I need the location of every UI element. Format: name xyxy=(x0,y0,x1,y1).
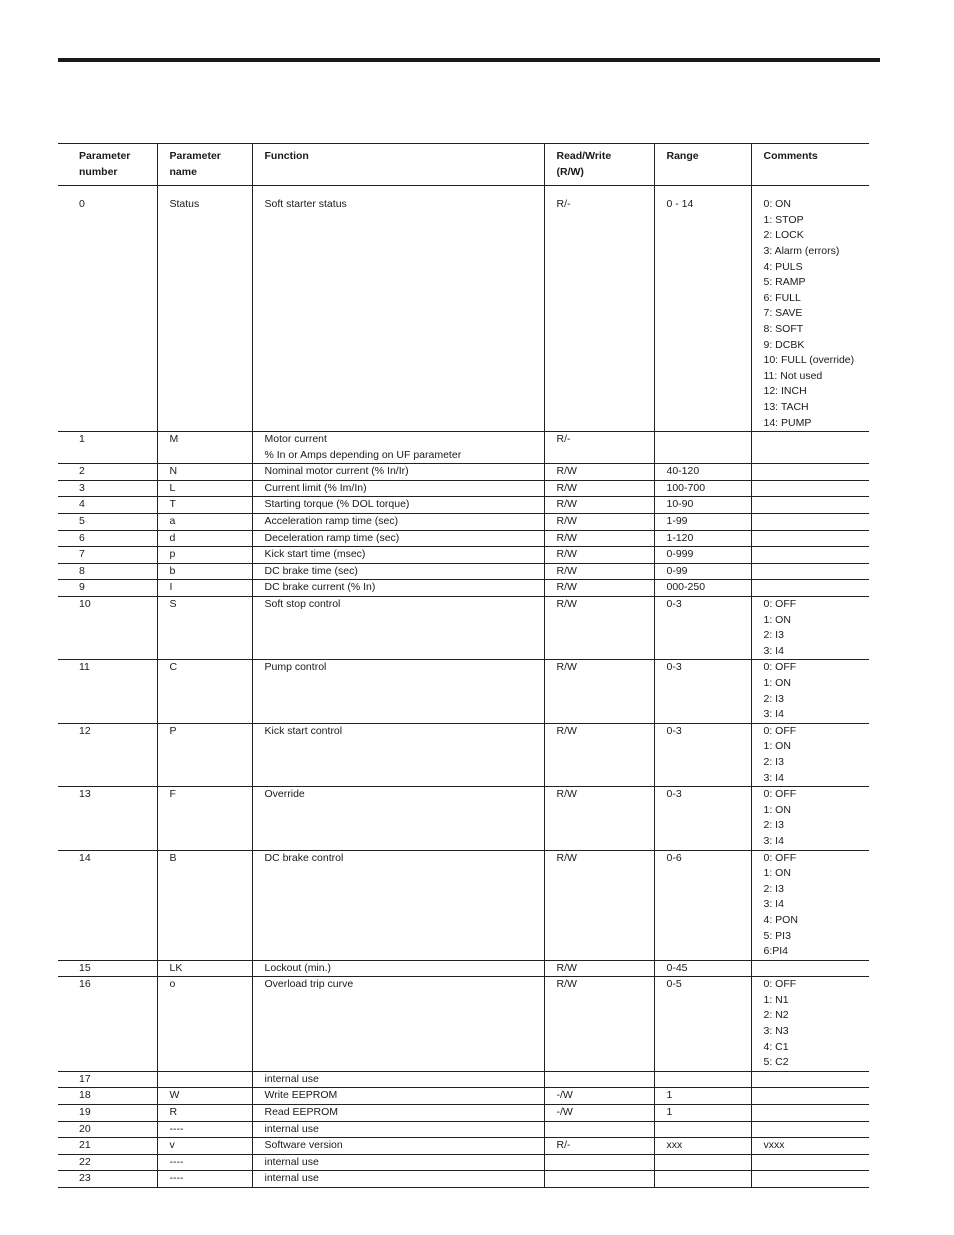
table-row xyxy=(58,186,869,432)
cell-parameter-number: 19 xyxy=(58,1105,157,1122)
cell-comments xyxy=(751,547,869,564)
cell-parameter-name: Status xyxy=(157,186,252,432)
function-line: internal use xyxy=(264,1122,319,1135)
cell-function xyxy=(252,580,544,597)
cell-comments xyxy=(751,1105,869,1122)
function-line: Starting torque (% DOL torque) xyxy=(264,498,410,511)
table-row xyxy=(58,850,869,960)
cell-parameter-name: S xyxy=(157,597,252,660)
cell-range: xxx xyxy=(654,1138,751,1155)
cell-function xyxy=(252,480,544,497)
comment-line: 1: ON xyxy=(763,867,791,880)
cell-comments xyxy=(751,1154,869,1171)
function-line: Overload trip curve xyxy=(264,978,354,991)
table-row xyxy=(58,580,869,597)
header-comments: Comments xyxy=(751,144,869,186)
table-row xyxy=(58,1071,869,1088)
cell-comments xyxy=(751,850,869,960)
cell-function xyxy=(252,514,544,531)
function-line: DC brake time (sec) xyxy=(264,564,358,577)
cell-comments xyxy=(751,1088,869,1105)
cell-read-write: R/W xyxy=(544,580,654,597)
cell-read-write: R/W xyxy=(544,787,654,850)
cell-read-write: R/W xyxy=(544,850,654,960)
comment-line: 2: I3 xyxy=(763,882,784,895)
table-body xyxy=(58,186,869,1188)
cell-parameter-number: 14 xyxy=(58,850,157,960)
cell-comments xyxy=(751,186,869,432)
function-line: Lockout (min.) xyxy=(264,961,332,974)
function-line: Current limit (% Im/In) xyxy=(264,481,367,494)
cell-parameter-number: 7 xyxy=(58,547,157,564)
comment-line: 10: FULL (override) xyxy=(763,354,855,367)
cell-parameter-name: W xyxy=(157,1088,252,1105)
cell-parameter-number: 2 xyxy=(58,464,157,481)
cell-read-write: R/- xyxy=(544,432,654,464)
cell-read-write: R/W xyxy=(544,960,654,977)
cell-range: 0-6 xyxy=(654,850,751,960)
cell-read-write: R/- xyxy=(544,186,654,432)
cell-comments xyxy=(751,497,869,514)
table-row xyxy=(58,1105,869,1122)
table-row xyxy=(58,530,869,547)
cell-read-write: R/W xyxy=(544,464,654,481)
comment-line: 3: N3 xyxy=(763,1025,789,1038)
cell-range xyxy=(654,432,751,464)
table-row xyxy=(58,464,869,481)
comment-line: vxxx xyxy=(763,1139,785,1152)
function-line: Write EEPROM xyxy=(264,1089,338,1102)
cell-range: 1-120 xyxy=(654,530,751,547)
comment-line: 5: RAMP xyxy=(763,276,806,289)
cell-function xyxy=(252,1088,544,1105)
function-line: % In or Amps depending on UF parameter xyxy=(264,448,462,461)
cell-range: 0-45 xyxy=(654,960,751,977)
cell-function xyxy=(252,497,544,514)
table-row xyxy=(58,547,869,564)
cell-parameter-name: L xyxy=(157,480,252,497)
cell-parameter-name: a xyxy=(157,514,252,531)
function-line: internal use xyxy=(264,1155,319,1168)
cell-range: 0-3 xyxy=(654,660,751,723)
cell-parameter-number: 12 xyxy=(58,723,157,786)
cell-function xyxy=(252,1121,544,1138)
cell-read-write: R/W xyxy=(544,547,654,564)
table-row xyxy=(58,432,869,464)
table-row xyxy=(58,497,869,514)
cell-comments xyxy=(751,580,869,597)
cell-parameter-name: F xyxy=(157,787,252,850)
cell-range: 1 xyxy=(654,1105,751,1122)
cell-range: 0-999 xyxy=(654,547,751,564)
cell-parameter-number: 17 xyxy=(58,1071,157,1088)
cell-function xyxy=(252,977,544,1072)
cell-range xyxy=(654,1171,751,1188)
comment-line: 14: PUMP xyxy=(763,416,812,429)
cell-comments xyxy=(751,723,869,786)
top-rule xyxy=(58,58,880,62)
comment-line: 2: N2 xyxy=(763,1009,789,1022)
cell-function xyxy=(252,530,544,547)
comment-line: 2: I3 xyxy=(763,692,784,705)
comment-line: 3: I4 xyxy=(763,644,784,657)
cell-function xyxy=(252,723,544,786)
cell-comments xyxy=(751,464,869,481)
cell-parameter-number: 8 xyxy=(58,563,157,580)
header-range: Range xyxy=(654,144,751,186)
function-line: Software version xyxy=(264,1139,343,1152)
cell-parameter-number: 13 xyxy=(58,787,157,850)
cell-range: 40-120 xyxy=(654,464,751,481)
comment-line: 0: OFF xyxy=(763,661,797,674)
cell-function xyxy=(252,597,544,660)
cell-parameter-number: 15 xyxy=(58,960,157,977)
cell-range: 10-90 xyxy=(654,497,751,514)
cell-function xyxy=(252,1154,544,1171)
cell-function xyxy=(252,1138,544,1155)
function-line: Deceleration ramp time (sec) xyxy=(264,531,400,544)
cell-function xyxy=(252,1171,544,1188)
cell-read-write: R/- xyxy=(544,1138,654,1155)
cell-function xyxy=(252,960,544,977)
cell-range: 000-250 xyxy=(654,580,751,597)
table-row xyxy=(58,597,869,660)
function-line: DC brake current (% In) xyxy=(264,581,376,594)
comment-line: 3: Alarm (errors) xyxy=(763,244,840,257)
comment-line: 4: C1 xyxy=(763,1040,789,1053)
cell-parameter-name: ---- xyxy=(157,1154,252,1171)
function-line: Read EEPROM xyxy=(264,1106,339,1119)
comment-line: 3: I4 xyxy=(763,834,784,847)
table-row xyxy=(58,723,869,786)
table-row xyxy=(58,1171,869,1188)
comment-line: 0: OFF xyxy=(763,978,797,991)
function-line: internal use xyxy=(264,1172,319,1185)
cell-parameter-number: 5 xyxy=(58,514,157,531)
function-line: Acceleration ramp time (sec) xyxy=(264,515,399,528)
cell-parameter-number: 11 xyxy=(58,660,157,723)
cell-read-write: R/W xyxy=(544,977,654,1072)
comment-line: 2: I3 xyxy=(763,629,784,642)
table-row xyxy=(58,514,869,531)
comment-line: 7: SAVE xyxy=(763,307,803,320)
cell-parameter-number: 18 xyxy=(58,1088,157,1105)
cell-comments xyxy=(751,432,869,464)
function-line: Motor current xyxy=(264,433,327,446)
cell-parameter-name: T xyxy=(157,497,252,514)
cell-function xyxy=(252,547,544,564)
comment-line: 0: OFF xyxy=(763,851,797,864)
cell-read-write: R/W xyxy=(544,514,654,531)
cell-parameter-number: 20 xyxy=(58,1121,157,1138)
comment-line: 0: ON xyxy=(763,198,791,211)
cell-comments xyxy=(751,514,869,531)
cell-parameter-name: I xyxy=(157,580,252,597)
table-row xyxy=(58,1154,869,1171)
cell-parameter-name: b xyxy=(157,563,252,580)
cell-function xyxy=(252,464,544,481)
comment-line: 6: FULL xyxy=(763,291,801,304)
comment-line: 3: I4 xyxy=(763,771,784,784)
cell-read-write: R/W xyxy=(544,597,654,660)
cell-range xyxy=(654,1071,751,1088)
cell-function xyxy=(252,850,544,960)
cell-read-write: -/W xyxy=(544,1088,654,1105)
comment-line: 1: N1 xyxy=(763,993,789,1006)
table-row xyxy=(58,1088,869,1105)
cell-parameter-name: N xyxy=(157,464,252,481)
cell-read-write: -/W xyxy=(544,1105,654,1122)
cell-range: 0-99 xyxy=(654,563,751,580)
function-line: internal use xyxy=(264,1072,319,1085)
cell-parameter-number: 9 xyxy=(58,580,157,597)
cell-comments xyxy=(751,1121,869,1138)
cell-function xyxy=(252,186,544,432)
header-read-write: Read/Write (R/W) xyxy=(544,144,654,186)
cell-read-write: R/W xyxy=(544,497,654,514)
cell-read-write: R/W xyxy=(544,480,654,497)
comment-line: 9: DCBK xyxy=(763,338,805,351)
cell-comments xyxy=(751,563,869,580)
comment-line: 13: TACH xyxy=(763,400,809,413)
cell-parameter-number: 21 xyxy=(58,1138,157,1155)
cell-parameter-number: 1 xyxy=(58,432,157,464)
cell-parameter-name: LK xyxy=(157,960,252,977)
table-row xyxy=(58,977,869,1072)
cell-parameter-name: P xyxy=(157,723,252,786)
comment-line: 4: PON xyxy=(763,913,798,926)
cell-range: 0-3 xyxy=(654,723,751,786)
function-line: Kick start control xyxy=(264,724,343,737)
cell-range: 100-700 xyxy=(654,480,751,497)
cell-function xyxy=(252,563,544,580)
comment-line: 4: PULS xyxy=(763,260,803,273)
cell-parameter-name: p xyxy=(157,547,252,564)
cell-parameter-name: ---- xyxy=(157,1171,252,1188)
cell-comments xyxy=(751,977,869,1072)
function-line: Kick start time (msec) xyxy=(264,548,366,561)
function-line: Soft stop control xyxy=(264,598,341,611)
function-line: Nominal motor current (% In/Ir) xyxy=(264,465,409,478)
table-row xyxy=(58,480,869,497)
comment-line: 8: SOFT xyxy=(763,322,804,335)
cell-read-write: R/W xyxy=(544,563,654,580)
cell-range: 1 xyxy=(654,1088,751,1105)
comment-line: 3: I4 xyxy=(763,898,784,911)
cell-parameter-name: R xyxy=(157,1105,252,1122)
cell-read-write xyxy=(544,1121,654,1138)
comment-line: 1: STOP xyxy=(763,213,804,226)
comment-line: 2: LOCK xyxy=(763,229,804,242)
comment-line: 3: I4 xyxy=(763,708,784,721)
cell-parameter-name: ---- xyxy=(157,1121,252,1138)
cell-read-write xyxy=(544,1154,654,1171)
comment-line: 1: ON xyxy=(763,613,791,626)
cell-comments xyxy=(751,480,869,497)
cell-comments xyxy=(751,530,869,547)
cell-parameter-number: 0 xyxy=(58,186,157,432)
table-row xyxy=(58,960,869,977)
cell-read-write: R/W xyxy=(544,530,654,547)
comment-line: 12: INCH xyxy=(763,385,807,398)
cell-parameter-name xyxy=(157,1071,252,1088)
comment-line: 11: Not used xyxy=(763,369,823,382)
comment-line: 1: ON xyxy=(763,803,791,816)
table-row xyxy=(58,787,869,850)
table-header-row xyxy=(58,144,869,186)
cell-comments xyxy=(751,1138,869,1155)
cell-parameter-number: 3 xyxy=(58,480,157,497)
comment-line: 0: OFF xyxy=(763,724,797,737)
function-line: Pump control xyxy=(264,661,327,674)
table-row xyxy=(58,1121,869,1138)
cell-parameter-name: o xyxy=(157,977,252,1072)
cell-comments xyxy=(751,660,869,723)
comment-line: 5: C2 xyxy=(763,1056,789,1069)
cell-comments xyxy=(751,787,869,850)
cell-parameter-number: 23 xyxy=(58,1171,157,1188)
comment-line: 2: I3 xyxy=(763,819,784,832)
cell-range: 0 - 14 xyxy=(654,186,751,432)
cell-comments xyxy=(751,960,869,977)
table-row xyxy=(58,563,869,580)
cell-parameter-name: v xyxy=(157,1138,252,1155)
table-row xyxy=(58,660,869,723)
cell-comments xyxy=(751,1071,869,1088)
header-parameter-number: Parameter number xyxy=(58,144,157,186)
cell-parameter-name: C xyxy=(157,660,252,723)
cell-range: 0-3 xyxy=(654,597,751,660)
cell-range xyxy=(654,1121,751,1138)
cell-function xyxy=(252,432,544,464)
parameter-table xyxy=(58,143,869,1188)
cell-parameter-number: 4 xyxy=(58,497,157,514)
comment-line: 0: OFF xyxy=(763,788,797,801)
cell-parameter-name: M xyxy=(157,432,252,464)
cell-parameter-number: 16 xyxy=(58,977,157,1072)
cell-parameter-name: d xyxy=(157,530,252,547)
cell-range xyxy=(654,1154,751,1171)
cell-range: 0-3 xyxy=(654,787,751,850)
function-line: Override xyxy=(264,788,305,801)
cell-comments xyxy=(751,1171,869,1188)
function-line: Soft starter status xyxy=(264,198,347,211)
comment-line: 5: PI3 xyxy=(763,929,791,942)
table-row xyxy=(58,1138,869,1155)
cell-range: 1-99 xyxy=(654,514,751,531)
cell-parameter-number: 6 xyxy=(58,530,157,547)
cell-read-write xyxy=(544,1071,654,1088)
comment-line: 0: OFF xyxy=(763,598,797,611)
cell-function xyxy=(252,660,544,723)
header-parameter-name: Parameter name xyxy=(157,144,252,186)
comment-line: 1: ON xyxy=(763,677,791,689)
cell-read-write xyxy=(544,1171,654,1188)
cell-range: 0-5 xyxy=(654,977,751,1072)
cell-read-write: R/W xyxy=(544,660,654,723)
cell-function xyxy=(252,1071,544,1088)
cell-function xyxy=(252,1105,544,1122)
cell-comments xyxy=(751,597,869,660)
comment-line: 2: I3 xyxy=(763,755,784,768)
cell-parameter-number: 22 xyxy=(58,1154,157,1171)
header-function: Function xyxy=(252,144,544,186)
cell-function xyxy=(252,787,544,850)
function-line: DC brake control xyxy=(264,851,344,864)
cell-parameter-name: B xyxy=(157,850,252,960)
comment-line: 1: ON xyxy=(763,740,791,753)
comment-line: 6:PI4 xyxy=(763,945,789,958)
cell-parameter-number: 10 xyxy=(58,597,157,660)
cell-read-write: R/W xyxy=(544,723,654,786)
